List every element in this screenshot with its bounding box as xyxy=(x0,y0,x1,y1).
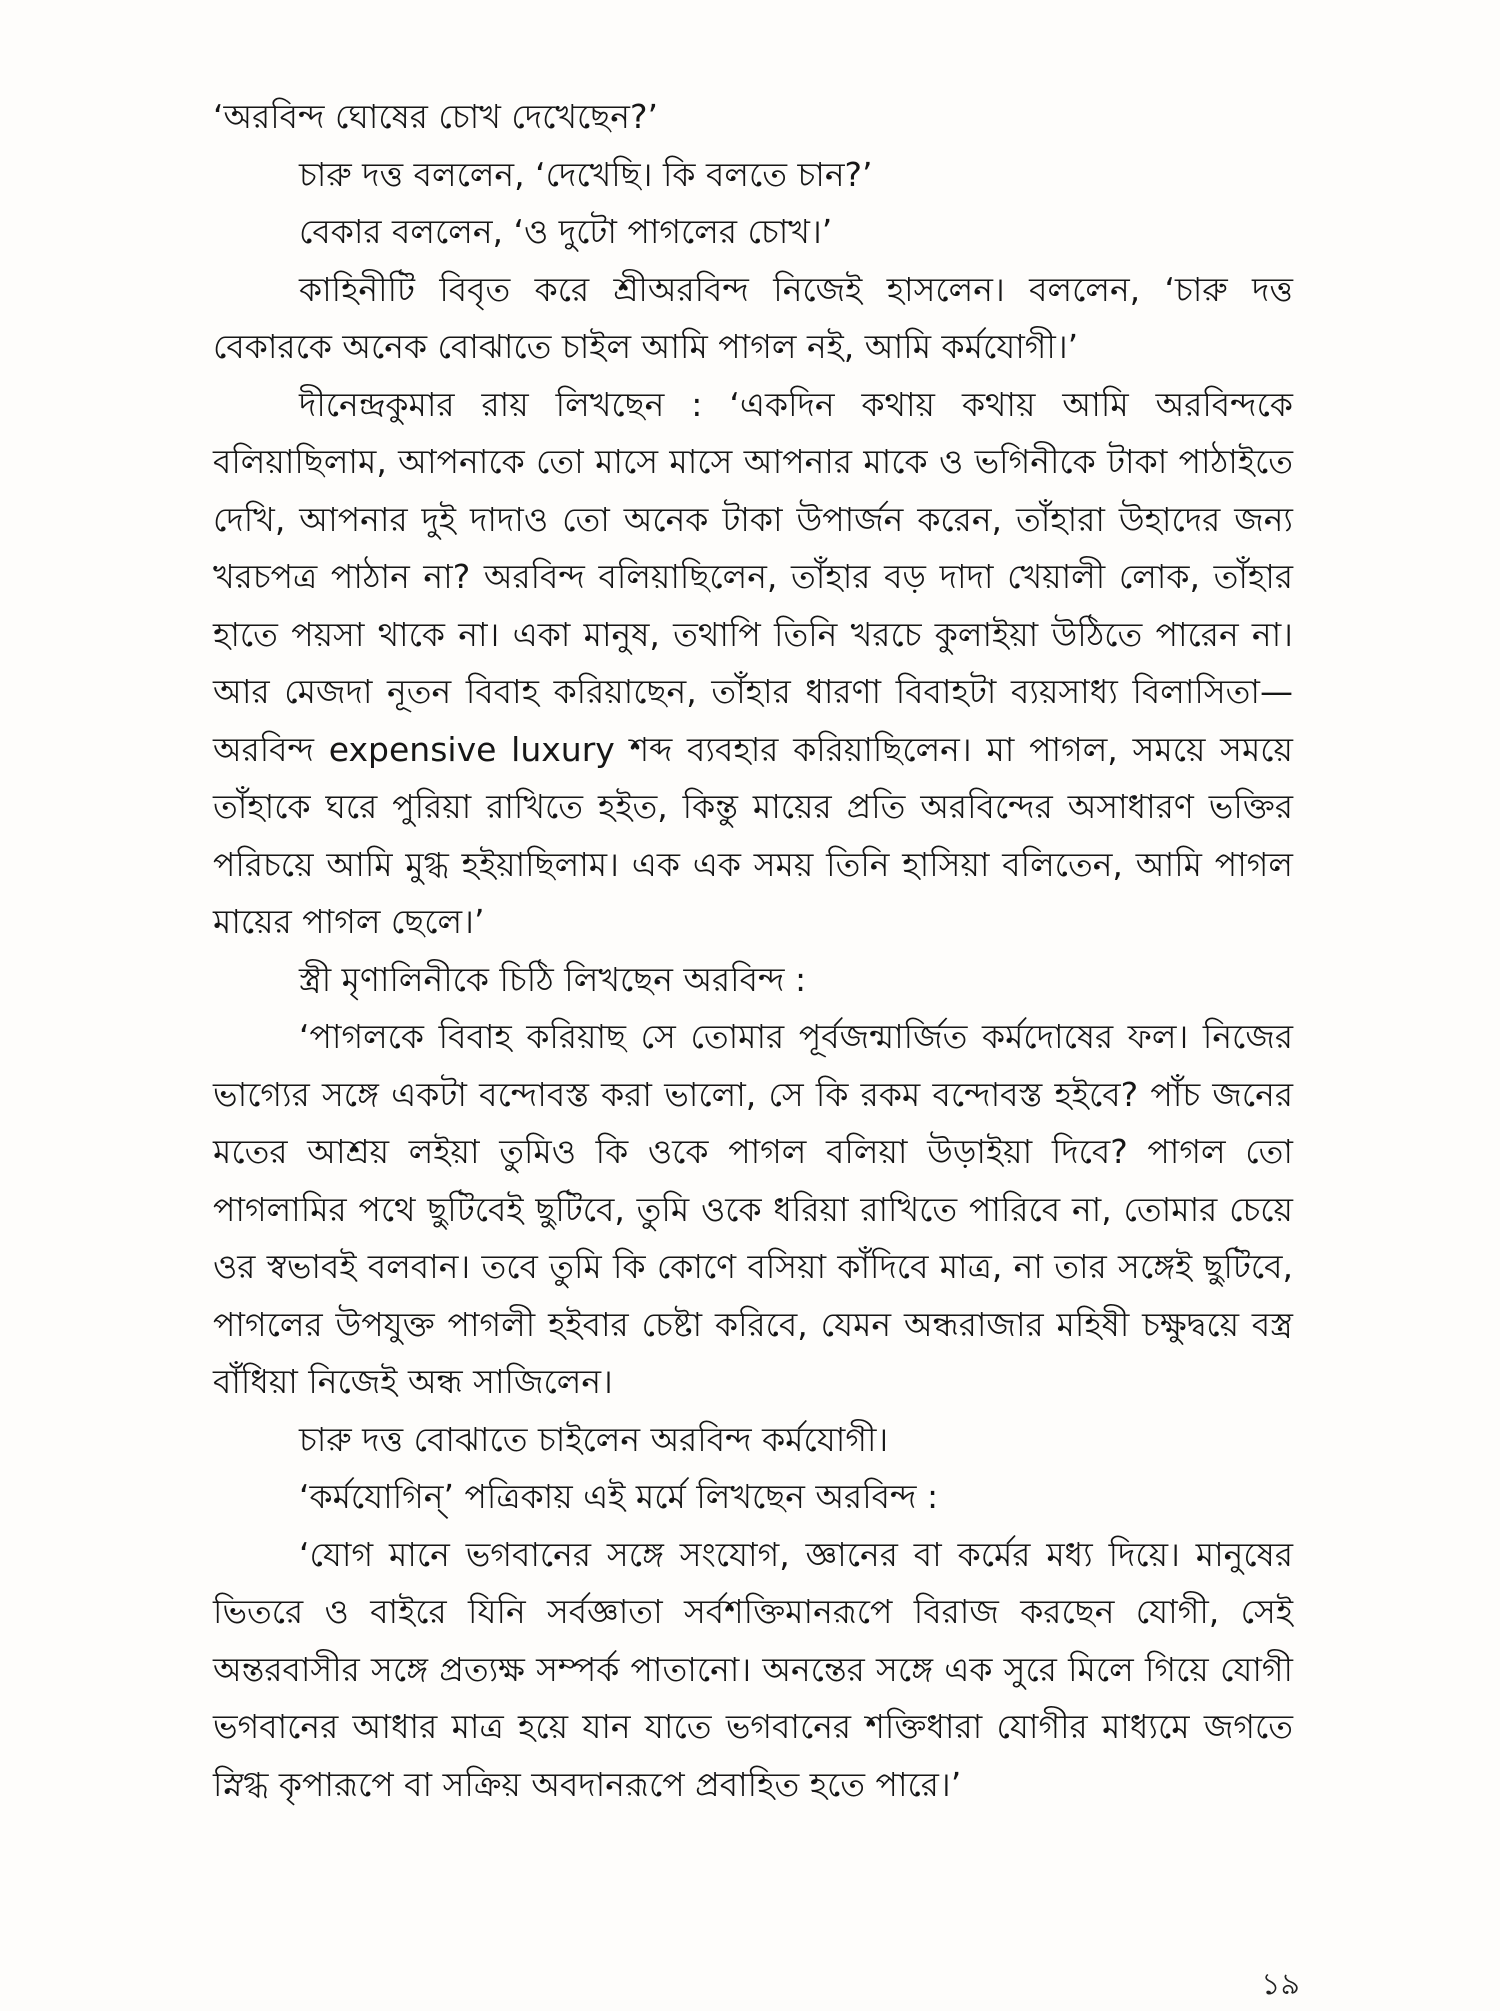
paragraph-9: ‘কর্মযোগিন্’ পত্রিকায় এই মর্মে লিখছেন অরবিন্দ : xyxy=(299,1477,939,1516)
paragraph-8: চারু দত্ত বোঝাতে চাইলেন অরবিন্দ কর্মযোগী। xyxy=(299,1419,889,1459)
body-text xyxy=(213,88,1293,1813)
paragraph-6: স্ত্রী মৃণালিনীকে চিঠি লিখছেন অরবিন্দ : xyxy=(299,959,807,999)
paragraph-10: ‘যোগ মানে ভগবানের সঙ্গে সংযোগ, জ্ঞানের বা কর্মের মধ্য দিয়ে। মানুষের ভিতরে ও বাইরে যিনি সর্বজ্ঞাতা সর্বশক্তিমানরূপে বিরাজ করছেন যোগী, সেই অন্তরবাসীর সঙ্গে প্রত্যক্ষ সম্পর্ক পাতানো। অনন্তের সঙ্গে এক সুরে মিলে গিয়ে যোগী ভগবানের আধার মাত্র হয়ে যান যাতে ভগবানের শক্তিধারা যোগীর মাধ্যমে জগতে স্নিগ্ধ কৃপারূপে বা সক্রিয় অবদানরূপে প্রবাহিত হতে পারে।’ xyxy=(213,1534,1293,1804)
paragraph-1: ‘অরবিন্দ ঘোষের চোখ দেখেছেন?’ xyxy=(213,97,658,136)
page-number: ১৯ xyxy=(1261,1967,1300,2002)
paragraph-7: ‘পাগলকে বিবাহ করিয়াছ সে তোমার পূর্বজন্মার্জিত কর্মদোষের ফল। নিজের ভাগ্যের সঙ্গে একটা বন্দোবস্ত করা ভালো, সে কি রকম বন্দোবস্ত হইবে? পাঁচ জনের মতের আশ্রয় লইয়া তুমিও কি ওকে পাগল বলিয়া উড়াইয়া দিবে? পাগল তো পাগলামির পথে ছুটিবেই ছুটিবে, তুমি ওকে ধরিয়া রাখিতে পারিবে না, তোমার চেয়ে ওর স্বভাবই বলবান। তবে তুমি কি কোণে বসিয়া কাঁদিবে মাত্র, না তার সঙ্গেই ছুটিবে, পাগলের উপযুক্ত পাগলী হইবার চেষ্টা করিবে, যেমন অন্ধরাজার মহিষী চক্ষুদ্বয়ে বস্ত্র বাঁধিয়া নিজেই অন্ধ সাজিলেন। xyxy=(213,1017,1293,1401)
paragraph-2: চারু দত্ত বললেন, ‘দেখেছি। কি বলতে চান?’ xyxy=(299,154,873,194)
paragraph-5: দীনেন্দ্রকুমার রায় লিখছেন : ‘একদিন কথায় কথায় আমি অরবিন্দকে বলিয়াছিলাম, আপনাকে তো মাসে মাসে আপনার মাকে ও ভগিনীকে টাকা পাঠাইতে দেখি, আপনার দুই দাদাও তো অনেক টাকা উপার্জন করেন, তাঁহারা উহাদের জন্য খরচপত্র পাঠান না? অরবিন্দ বলিয়াছিলেন, তাঁহার বড় দাদা খেয়ালী লোক, তাঁহার হাতে পয়সা থাকে না। একা মানুষ, তথাপি তিনি খরচে কুলাইয়া উঠিতে পারেন না। আর মেজদা নূতন বিবাহ করিয়াছেন, তাঁহার ধারণা বিবাহটা ব্যয়সাধ্য বিলাসিতা—অরবিন্দ expensive luxury শব্দ ব্যবহার করিয়াছিলেন। মা পাগল, সময়ে সময়ে তাঁহাকে ঘরে পুরিয়া রাখিতে হইত, কিন্তু মায়ের প্রতি অরবিন্দের অসাধারণ ভক্তির পরিচয়ে আমি মুগ্ধ হইয়াছিলাম। এক এক সময় তিনি হাসিয়া বলিতেন, আমি পাগল মায়ের পাগল ছেলে।’ xyxy=(213,384,1293,941)
paragraph-4: কাহিনীটি বিবৃত করে শ্রীঅরবিন্দ নিজেই হাসলেন। বললেন, ‘চারু দত্ত বেকারকে অনেক বোঝাতে চাইল আমি পাগল নই, আমি কর্মযোগী।’ xyxy=(213,269,1293,366)
paragraph-3: বেকার বললেন, ‘ও দুটো পাগলের চোখ।’ xyxy=(299,212,833,251)
